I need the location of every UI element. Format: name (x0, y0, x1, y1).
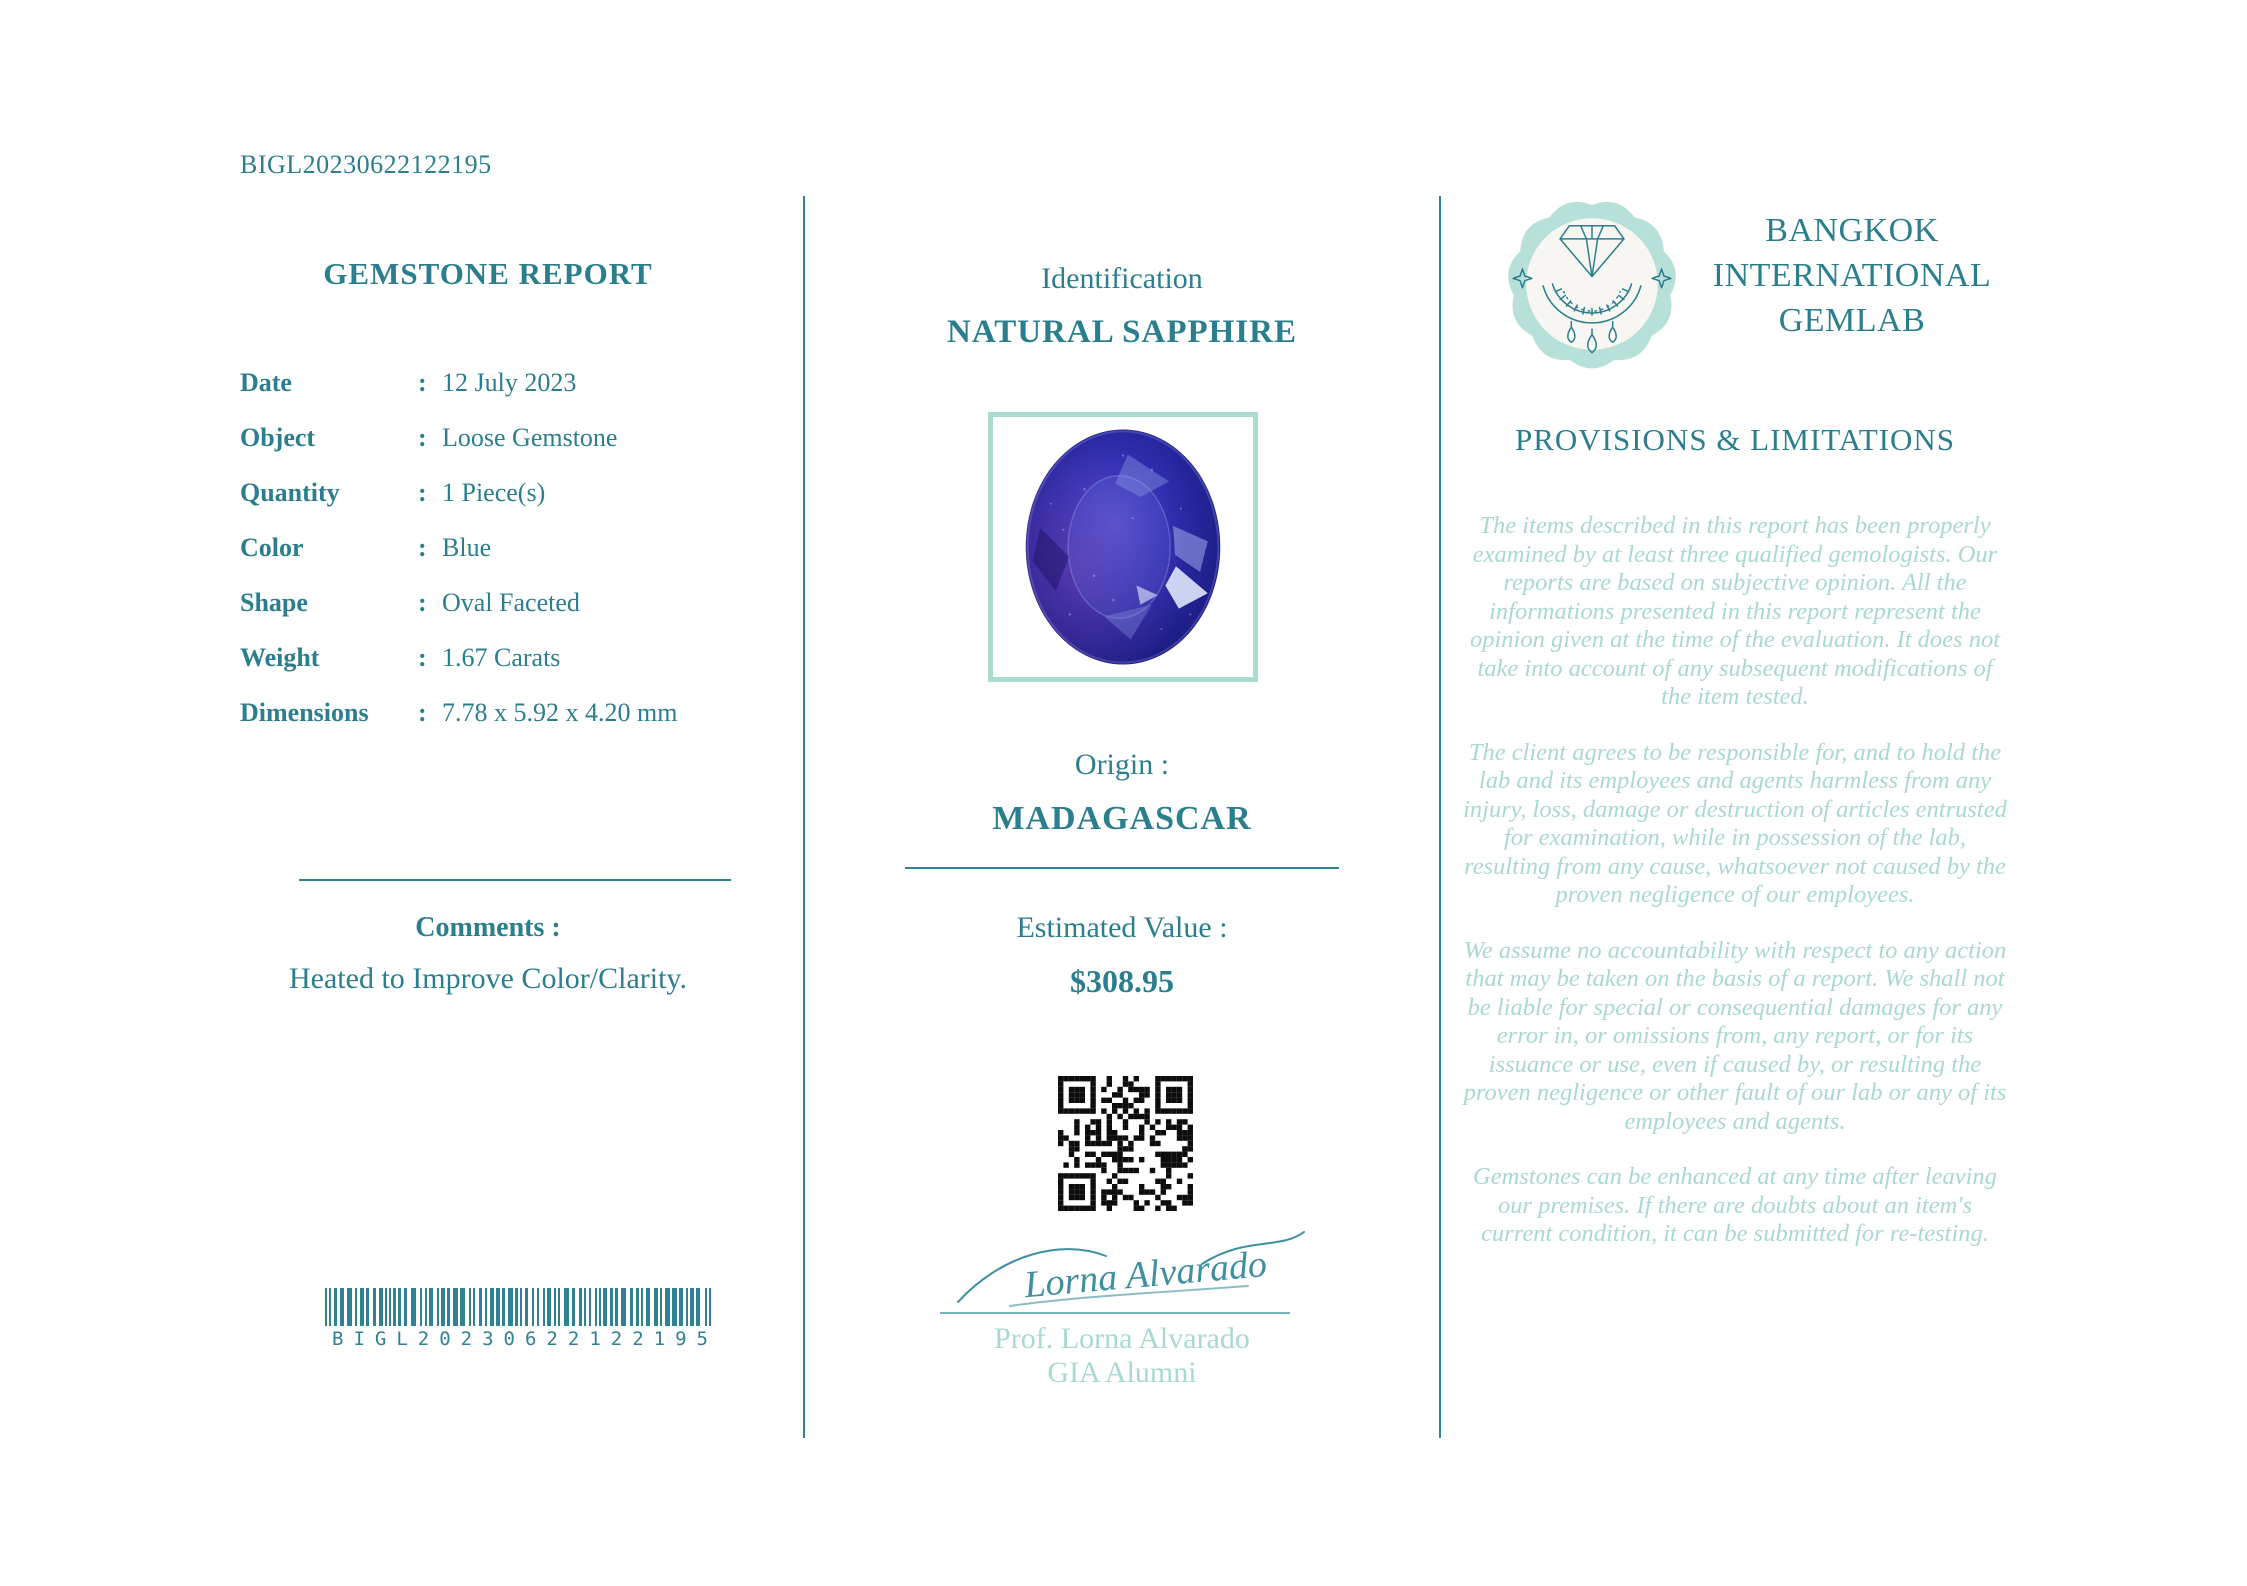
provision-paragraph: The items described in this report has been properly examined by at least three qualified gemologists. Our reports are based on subjective opinion. All the informations presented in this report represent the opinion given at the time of the evaluation. It does not take into account of any subsequent modifications of the item tested. (1469, 512, 2001, 710)
identification-value: NATURAL SAPPHIRE (946, 314, 1297, 350)
identification-heading: Identification (1041, 262, 1203, 295)
field-colon: : (418, 423, 427, 452)
provision-paragraph: Gemstones can be enhanced at any time after leaving our premises. If there are doubts about an item's current condition, it can be submitted for re-testing. (1473, 1163, 1997, 1247)
qr-code-modules (1058, 1076, 1193, 1211)
field-row-weight (240, 643, 760, 698)
provision-paragraph: We assume no accountability with respect to any action that may be taken on the basis of a report. We shall not be liable for special or consequential damages for any error in, or omissions from, any report, or for its issuance or use, even if caused by, or resulting the proven negligence or other fault of our lab or any of its employees and agents. (1463, 936, 2007, 1135)
field-label: Object (240, 423, 316, 452)
qr-code (1058, 1076, 1193, 1211)
field-value: 1.67 Carats (442, 643, 561, 672)
field-row-dimensions (240, 698, 760, 753)
field-label: Dimensions (240, 698, 369, 727)
lab-name-line: INTERNATIONAL (1712, 257, 1992, 294)
certificate-number: BIGL20230622122195 (240, 150, 492, 179)
lab-name-line: GEMLAB (1778, 302, 1926, 339)
origin-label: Origin : (1074, 748, 1170, 781)
gem-photo (993, 417, 1253, 677)
field-row-shape (240, 588, 760, 643)
field-colon: : (418, 478, 427, 507)
field-value: Blue (442, 533, 492, 562)
field-value: 7.78 x 5.92 x 4.20 mm (442, 698, 678, 727)
field-value: Oval Faceted (442, 588, 580, 617)
field-colon: : (418, 588, 427, 617)
barcode-bars (325, 1288, 711, 1326)
lab-name (1692, 208, 2012, 343)
field-colon: : (418, 698, 427, 727)
signature-line (940, 1312, 1290, 1314)
signature-name-script: Lorna Alvarado (1022, 1243, 1269, 1307)
barcode-text: BIGL20230622122195 (332, 1328, 718, 1350)
lab-name-line: BANGKOK (1765, 212, 1939, 249)
barcode (325, 1288, 711, 1326)
field-value: 1 Piece(s) (442, 478, 546, 507)
field-label: Date (240, 368, 292, 397)
provision-paragraph: The client agrees to be responsible for, and to hold the lab and its employees and agents harmless from any injury, loss, damage or destruction of articles entrusted for examination, while in possession of the lab, resulting from any cause, whatsoever not caused by the proven negligence of our employees. (1463, 738, 2007, 908)
field-label: Quantity (240, 478, 340, 507)
field-colon: : (418, 368, 427, 397)
field-label: Color (240, 533, 304, 562)
provisions-heading: PROVISIONS & LIMITATIONS (1514, 422, 1956, 457)
gem-crescent-badge-icon (1498, 190, 1686, 378)
comments-divider (299, 879, 731, 881)
field-row-object (240, 423, 760, 478)
signatory-title: GIA Alumni (1047, 1356, 1197, 1389)
estimated-value-label: Estimated Value : (1016, 911, 1228, 944)
origin-value: MADAGASCAR (992, 800, 1252, 837)
field-colon: : (418, 643, 427, 672)
field-value: Loose Gemstone (442, 423, 618, 452)
estimated-value: $308.95 (1070, 963, 1174, 999)
field-row-quantity (240, 478, 760, 533)
report-title: GEMSTONE REPORT (323, 256, 653, 291)
field-colon: : (418, 533, 427, 562)
estimated-value-divider (905, 867, 1339, 869)
comments-text: Heated to Improve Color/Clarity. (289, 962, 687, 995)
field-label: Weight (240, 643, 320, 672)
gem-photo-frame (988, 412, 1258, 682)
field-row-color (240, 533, 760, 588)
signature-script (950, 1226, 1310, 1312)
gemlab-logo (1498, 190, 1686, 378)
comments-label: Comments : (415, 912, 561, 943)
provisions-text (1462, 512, 2008, 1276)
field-value: 12 July 2023 (442, 368, 577, 397)
field-row-date (240, 368, 760, 423)
signatory-name: Prof. Lorna Alvarado (994, 1322, 1250, 1355)
field-label: Shape (240, 588, 308, 617)
